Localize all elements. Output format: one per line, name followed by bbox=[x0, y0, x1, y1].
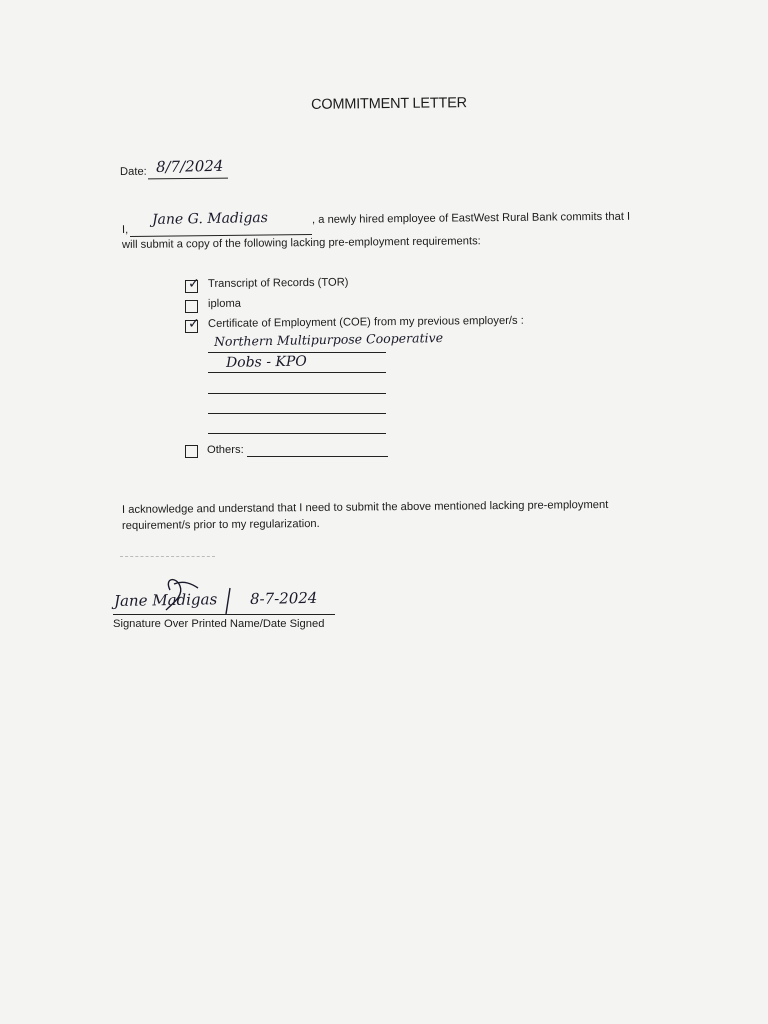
intro-line-2: will submit a copy of the following lacking pre-employment requirements: bbox=[121, 235, 481, 251]
employer-line-2 bbox=[208, 372, 386, 373]
requirement-tor: Transcript of Records (TOR) bbox=[207, 276, 349, 290]
requirement-coe: Certificate of Employment (COE) from my previous employer/s : bbox=[207, 314, 524, 330]
signature-name: Jane Madigas bbox=[113, 590, 218, 610]
others-underline bbox=[247, 456, 388, 457]
check-mark-icon: ✓ bbox=[188, 315, 200, 331]
employer-line-4 bbox=[208, 413, 386, 414]
date-value: 8/7/2024 bbox=[155, 156, 224, 176]
signature-date: 8-7-2024 bbox=[249, 588, 318, 608]
signature-caption: Signature Over Printed Name/Date Signed bbox=[113, 618, 325, 630]
date-label: Date: bbox=[119, 165, 147, 178]
faint-mark bbox=[120, 556, 215, 557]
check-mark-icon: ✓ bbox=[188, 275, 200, 291]
employer-line-3 bbox=[208, 393, 386, 394]
others-label: Others: bbox=[207, 444, 244, 456]
acknowledgement-line-2: requirement/s prior to my regularization. bbox=[121, 517, 320, 532]
employee-name: Jane G. Madigas bbox=[151, 209, 269, 228]
employer-line-5 bbox=[208, 433, 386, 434]
signature-underline bbox=[113, 614, 335, 615]
checkbox-others[interactable] bbox=[185, 445, 198, 458]
intro-line-1: , a newly hired employee of EastWest Rural Bank commits that I bbox=[311, 210, 631, 226]
employer-1: Northern Multipurpose Cooperative bbox=[213, 330, 444, 349]
page-title: COMMITMENT LETTER bbox=[310, 95, 468, 113]
employer-2: Dobs - KPO bbox=[225, 353, 307, 371]
checkbox-diploma[interactable] bbox=[185, 300, 198, 313]
date-underline bbox=[148, 178, 228, 180]
intro-prefix: I, bbox=[121, 223, 129, 236]
requirement-diploma: iploma bbox=[207, 297, 242, 310]
acknowledgement-line-1: I acknowledge and understand that I need to submit the above mentioned lacking pre-employment bbox=[121, 498, 609, 516]
